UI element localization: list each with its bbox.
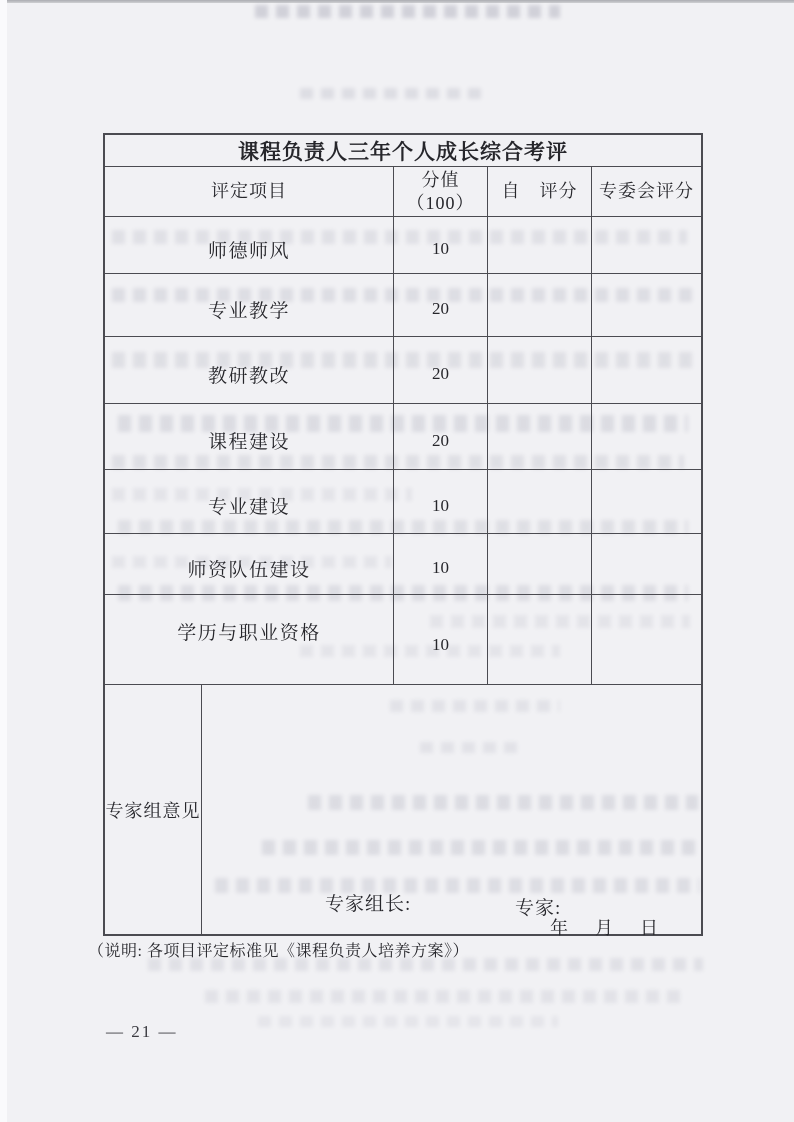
expert-group-leader-signature-label: 专家组长: [325, 894, 412, 915]
score-cell: 10 [394, 595, 488, 684]
committee-score-cell [592, 534, 701, 594]
header-score-line1: 分值 [421, 170, 460, 190]
score-cell: 10 [394, 470, 488, 533]
date-day-label: 日 [640, 918, 658, 938]
table-row [105, 337, 701, 404]
score-cell: 20 [394, 404, 488, 469]
date-year-label: 年 [550, 918, 568, 938]
date-month-label: 月 [595, 918, 613, 938]
table-header-row [105, 167, 701, 217]
header-item-column: 评定项目 [105, 167, 394, 216]
page-number: — 21 — [106, 1022, 178, 1041]
table-row [105, 217, 701, 274]
self-score-cell [488, 217, 592, 273]
table-row [105, 470, 701, 534]
self-score-cell [488, 274, 592, 336]
score-cell: 10 [394, 217, 488, 273]
header-score-column [394, 167, 488, 216]
score-cell: 20 [394, 274, 488, 336]
self-score-cell [488, 337, 592, 403]
footnote: （说明: 各项目评定标准见《课程负责人培养方案》） [88, 943, 469, 960]
expert-opinion-content-cell [202, 685, 701, 938]
item-cell: 专业建设 [105, 470, 394, 533]
date-line [550, 914, 658, 940]
score-cell: 20 [394, 337, 488, 403]
header-score-line2: （100） [406, 192, 475, 213]
scan-left-margin [0, 0, 7, 1122]
item-cell: 师资队伍建设 [105, 534, 394, 594]
committee-score-cell [592, 337, 701, 403]
expert-signature-label: 专家: [515, 898, 562, 919]
table-row [105, 274, 701, 337]
expert-opinion-section [105, 685, 701, 938]
self-score-cell [488, 534, 592, 594]
form-title: 课程负责人三年个人成长综合考评 [105, 135, 701, 167]
committee-score-cell [592, 217, 701, 273]
self-score-cell [488, 595, 592, 684]
table-row [105, 595, 701, 685]
self-score-cell [488, 404, 592, 469]
self-score-cell [488, 470, 592, 533]
header-committee-score-column: 专委会评分 [599, 181, 694, 202]
item-cell: 专业教学 [105, 274, 394, 336]
evaluation-form-table [103, 133, 703, 936]
committee-score-cell [592, 404, 701, 469]
item-cell: 学历与职业资格 [105, 595, 394, 684]
bleed-through-artifact [258, 1016, 558, 1027]
committee-score-cell [592, 595, 701, 684]
expert-opinion-label: 专家组意见 [105, 685, 202, 934]
score-cell: 10 [394, 534, 488, 594]
header-self-score-column: 自 评分 [488, 167, 592, 216]
committee-score-cell [592, 470, 701, 533]
item-cell: 教研教改 [105, 337, 394, 403]
bleed-through-artifact [300, 88, 485, 99]
table-row [105, 534, 701, 595]
scan-top-edge-artifact [0, 0, 794, 3]
bleed-through-artifact [205, 990, 685, 1003]
item-cell: 师德师风 [105, 217, 394, 273]
committee-score-cell [592, 274, 701, 336]
item-cell: 课程建设 [105, 404, 394, 469]
bleed-through-artifact [255, 5, 560, 18]
table-row [105, 404, 701, 470]
